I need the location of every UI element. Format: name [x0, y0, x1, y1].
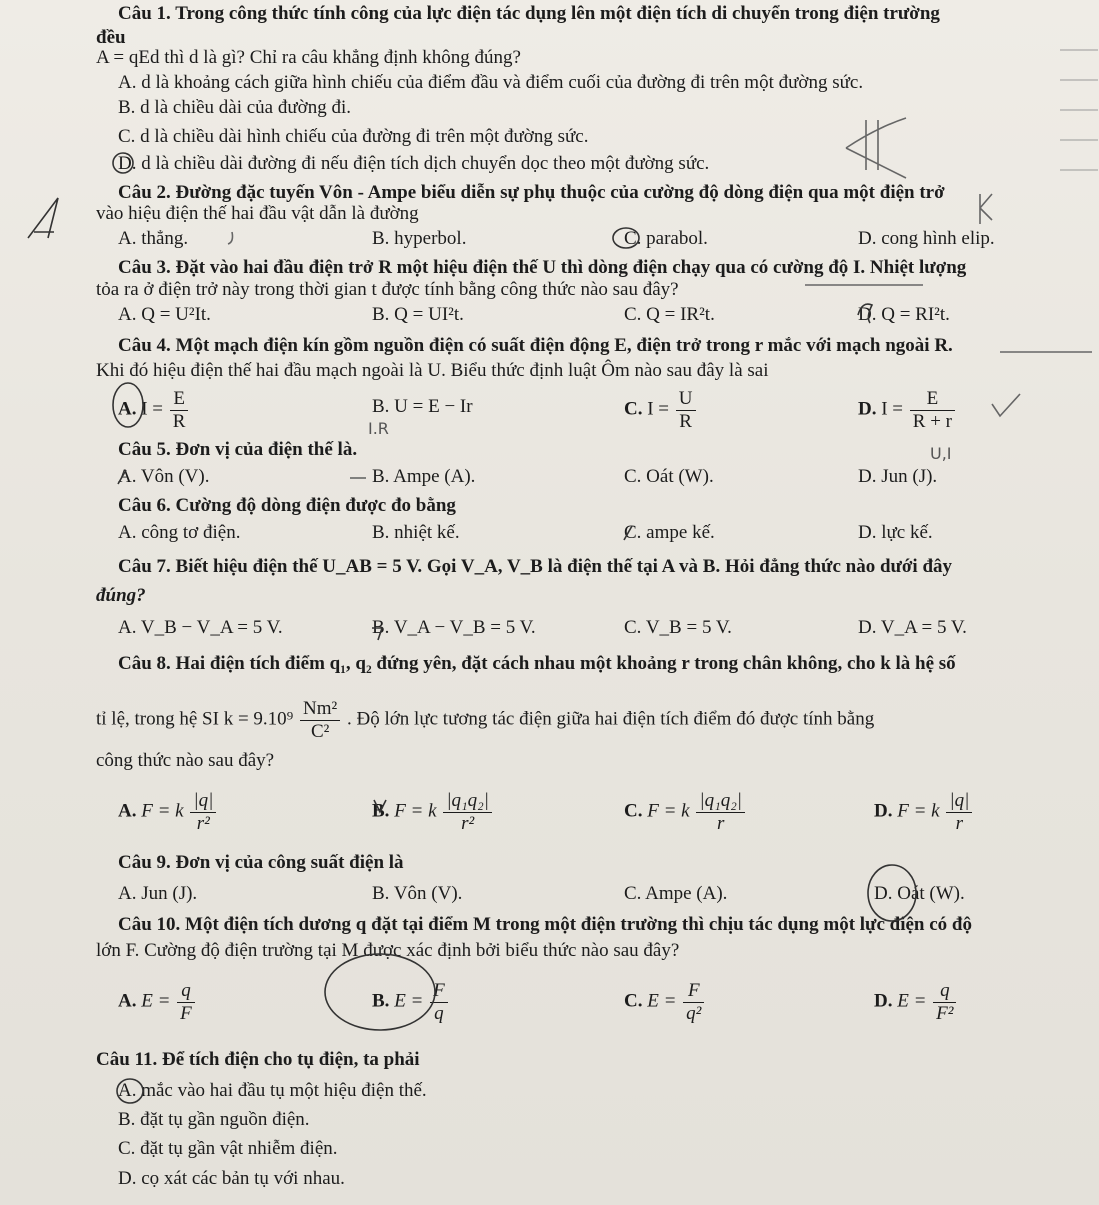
q11-option-b: B. đặt tụ gần nguồn điện. — [118, 1109, 310, 1130]
q3-option-d: D. Q = RI²t. — [858, 304, 950, 325]
q2-option-b: B. hyperbol. — [372, 228, 467, 249]
stroke-check-d — [992, 394, 1020, 416]
q6-option-b: B. nhiệt kế. — [372, 522, 460, 543]
q2-option-d: D. cong hình elip. — [858, 228, 995, 249]
q8-option-d: D. F = k $\frac{|q|}{r}$ — [874, 790, 974, 835]
stroke-u-q3 — [228, 232, 233, 244]
q8-line1: Câu 8. Hai điện tích điểm q₁, q₂ đứng yên, đặt cách nhau một khoảng r trong chân không, cho k là hệ số — [118, 653, 956, 674]
q11-option-d: D. cọ xát các bản tụ với nhau. — [118, 1168, 345, 1189]
q6-option-a: A. công tơ điện. — [118, 522, 241, 543]
q1-option-b: B. d là chiều dài của đường đi. — [118, 97, 351, 118]
q1-line3: A = qEd thì d là gì? Chỉ ra câu khẳng định không đúng? — [96, 47, 521, 68]
q11-option-a: A. mắc vào hai đầu tụ một hiệu điện thế. — [118, 1080, 427, 1101]
q10-line1: Câu 10. Một điện tích dương q đặt tại điểm M trong một điện trường thì chịu tác dụng một lực điện có độ — [118, 914, 972, 935]
q1-option-c: C. d là chiều dài hình chiếu của đường đi trên một đường sức. — [118, 126, 589, 147]
q7-option-c: C. V_B = 5 V. — [624, 617, 732, 638]
q4-option-c: C. I = $\frac{U}{R}$ — [624, 388, 698, 433]
q10-option-a: A. E = $\frac{q}{F}$ — [118, 980, 197, 1025]
q10-option-c: C. E = $\frac{F}{\text{q²}}$ — [624, 980, 706, 1025]
q3-option-b: B. Q = UI²t. — [372, 304, 464, 325]
q1-option-a: A. d là khoảng cách giữa hình chiếu của điểm đầu và điểm cuối của đường đi trên một đường sức. — [118, 72, 864, 93]
q10-line2: lớn F. Cường độ điện trường tại M được xác định bởi biểu thức nào sau đây? — [96, 940, 680, 961]
stroke-sketch-right — [846, 118, 906, 178]
q3-option-a: A. Q = U²It. — [118, 304, 211, 325]
q4-option-a: A. I = $\frac{E}{R}$ — [118, 388, 190, 433]
q9-option-c: C. Ampe (A). — [624, 883, 728, 904]
q5-line1: Câu 5. Đơn vị của điện thế là. — [118, 439, 358, 460]
handwritten-note-ui: U,I — [930, 444, 952, 463]
q1-option-d: D. d là chiều dài đường đi nếu điện tích dịch chuyển dọc theo một đường sức. — [118, 153, 710, 174]
q2-line1: Câu 2. Đường đặc tuyến Vôn - Ampe biểu diễn sự phụ thuộc của cường độ dòng điện qua một điện trở — [118, 182, 945, 203]
q5-option-d: D. Jun (J). — [858, 466, 938, 487]
stroke-left-margin — [28, 198, 58, 238]
q4-option-b: B. U = E − Ir — [372, 396, 473, 417]
q3-option-c: C. Q = IR²t. — [624, 304, 715, 325]
q5-option-c: C. Oát (W). — [624, 466, 714, 487]
q4-line1: Câu 4. Một mạch điện kín gồm nguồn điện có suất điện động E, điện trở trong r mắc với mạch ngoài R. — [118, 335, 953, 356]
q6-option-c: C. ampe kế. — [624, 522, 715, 543]
handwritten-note-ir: I.R — [368, 419, 389, 438]
q1-line1: Câu 1. Trong công thức tính công của lực điện tác dụng lên một điện tích di chuyển trong điện trường — [118, 3, 940, 24]
q2-option-a: A. thẳng. — [118, 228, 189, 249]
q8-line3: công thức nào sau đây? — [96, 750, 275, 771]
q8-option-c: C. F = k $\frac{\text{|q₁q₂|}}{r}$ — [624, 790, 747, 835]
q5-option-b: B. Ampe (A). — [372, 466, 476, 487]
q2-option-c: C. parabol. — [624, 228, 708, 249]
q11-option-c: C. đặt tụ gần vật nhiễm điện. — [118, 1138, 338, 1159]
q1-line2: đều — [96, 27, 126, 48]
q9-option-a: A. Jun (J). — [118, 883, 198, 904]
q3-line2: tỏa ra ở điện trở này trong thời gian t được tính bằng công thức nào sau đây? — [96, 279, 679, 300]
q5-option-a: A. Vôn (V). — [118, 466, 210, 487]
q7-line1: Câu 7. Biết hiệu điện thế U_AB = 5 V. Gọi V_A, V_B là điện thế tại A và B. Hỏi đẳng thức nào dưới đây — [118, 556, 953, 577]
q10-option-b: B. E = $\frac{F}{q}$ — [372, 980, 450, 1025]
stroke-k-mark — [980, 194, 992, 224]
q9-option-b: B. Vôn (V). — [372, 883, 463, 904]
q7-line2: đúng? — [96, 585, 146, 606]
q6-option-d: D. lực kế. — [858, 522, 933, 543]
q3-line1: Câu 3. Đặt vào hai đầu điện trở R một hiệu điện thế U thì dòng điện chạy qua có cường độ I. Nhiệt lượng — [118, 257, 967, 278]
q11-line1: Câu 11. Để tích điện cho tụ điện, ta phải — [96, 1049, 420, 1070]
q7-option-a: A. V_B − V_A = 5 V. — [118, 617, 283, 638]
q8-line2: tỉ lệ, trong hệ SI k = 9.10⁹ $\frac{\text{Nm²}}{\text{C²}}$ . Độ lớn lực tương tác điện giữa hai điện tích điểm đó được tính bằng — [96, 698, 875, 742]
q6-line1: Câu 6. Cường độ dòng điện được đo bằng — [118, 495, 456, 516]
stroke-right-edge-lines — [1060, 50, 1098, 170]
q7-option-b: B. V_A − V_B = 5 V. — [372, 617, 536, 638]
q4-option-d: D. I = $\frac{E}{R + r}$ — [858, 388, 957, 433]
q8-option-b: B. F = k $\frac{\text{|q₁q₂|}}{\text{r²}}$ — [372, 790, 494, 835]
q8-option-a: A. F = k $\frac{|q|}{\text{r²}}$ — [118, 790, 218, 835]
q9-option-d: D. Oát (W). — [874, 883, 965, 904]
q7-option-d: D. V_A = 5 V. — [858, 617, 967, 638]
q9-line1: Câu 9. Đơn vị của công suất điện là — [118, 852, 404, 873]
q10-option-d: D. E = $\frac{q}{\text{F²}}$ — [874, 980, 958, 1025]
q4-line2: Khi đó hiệu điện thế hai đầu mạch ngoài là U. Biểu thức định luật Ôm nào sau đây là sai — [96, 360, 769, 381]
q2-line2: vào hiệu điện thế hai đầu vật dẫn là đường — [96, 203, 419, 224]
